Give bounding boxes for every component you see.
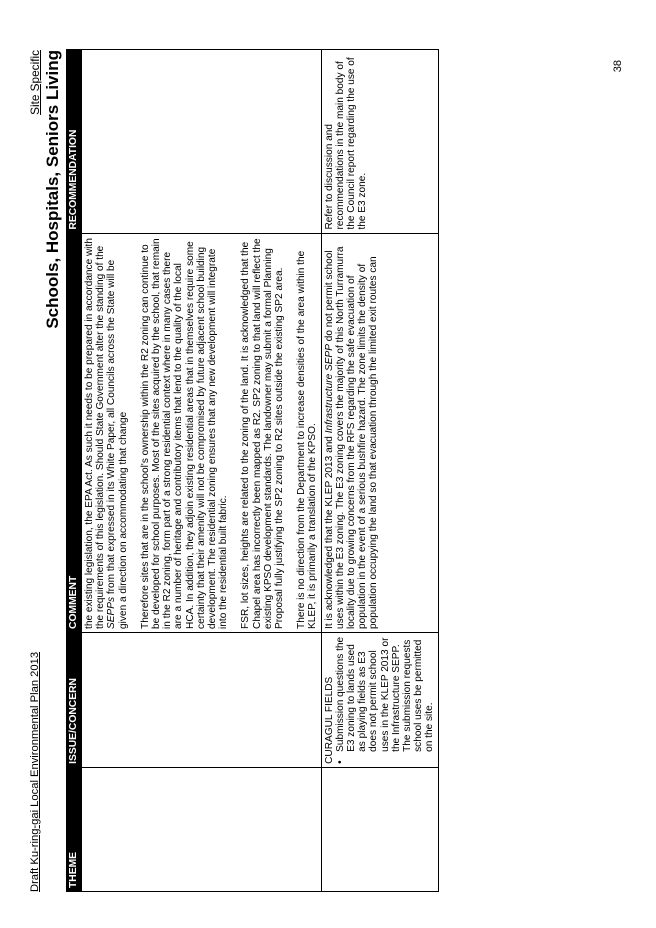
comment-text: It is acknowledged that the KLEP 2013 and — [323, 436, 335, 629]
page-number: 38 — [612, 60, 624, 73]
cell-theme — [82, 767, 322, 891]
comment-paragraph — [84, 237, 129, 629]
column-header-comment: COMMENT — [67, 233, 82, 632]
comment-paragraph: Therefore sites that are in the school's ownership within the R2 zoning can continue to be developed for school purposes. Most of the sites acquired by the school, that remain in the R2 zoning, form part of a strong residential context where in many cases there are a number of heritage and contributory items that lend to the quality of the local HCA. In addition, they adjoin existing residential areas that in themselves require some certainty that their amenity will not be compromised by future adjacent school building development. The residential zoning ensures that any new development will integrate into the residential built fabric. — [139, 238, 230, 629]
comment-text-italic: Infrastructure SEPP — [323, 344, 335, 434]
submissions-table — [66, 49, 439, 892]
issue-bullet-text: Submission questions the E3 zoning to lands used as playing fields as E3 does not permit school uses in the KLEP 2013 or the Infrastructure SEPP. The submission requests school uses be permitted on the site. — [334, 636, 436, 752]
comment-text-italic: SEPPs — [106, 596, 118, 629]
cell-comment — [82, 233, 322, 632]
comment-text: do not permit school uses within the E3 zoning. The E3 zoning covers the majority of this North Turramurra locality due to growing concerns from the RFS regarding the safe evacuation of population in the event of a serious bushfire hazard. The zone limits the density of population occupying the land so that evacuation through the limited exit routes can — [323, 246, 380, 629]
table-row — [321, 50, 438, 892]
comment-paragraph: There is no direction from the Department to increase densities of the area within the KLEP, it is primarily a translation of the KPSO. — [296, 250, 319, 629]
cell-recommendation — [82, 50, 322, 234]
issue-bullet-item — [335, 636, 436, 764]
table-header-row — [67, 50, 82, 892]
column-header-recommendation: RECOMMENDATION — [67, 50, 82, 234]
cell-recommendation: Refer to discussion and recommendations in the main body of the Council report regarding the use of the E3 zone. — [321, 50, 438, 234]
column-header-theme: THEME — [67, 767, 82, 891]
issue-heading: CURAGUL FIELDS — [323, 676, 335, 764]
document-title-text: Draft Ku-ring-gai Local Environmental Plan 2013 — [29, 651, 41, 892]
section-header — [28, 50, 63, 329]
comment-paragraph: FSR, lot sizes, heights are related to the zoning of the land. It is acknowledged that the Chapel area has incorrectly been mapped as R2. SP2 zoning to that land will reflect the existing KPSO development standards. The landowner may submit a formal Planning Proposal fully justifying the SP2 zoning to R2 sites outside the existing SP2 area. — [240, 238, 286, 629]
comment-text: the existing legislation, the EPA Act. As such it needs to be prepared in accordance with the requirements of this legislation. Should State Government alter the standing of the — [84, 238, 107, 629]
cell-comment — [321, 233, 438, 632]
section-title: Schools, Hospitals, Seniors Living — [43, 50, 62, 329]
table-row — [82, 50, 322, 892]
cell-theme — [321, 767, 438, 891]
document-title — [29, 652, 41, 892]
comment-text: from that expressed in its White Paper, all Councils across the State will be given a direction on accommodating that change — [106, 259, 129, 629]
bullet-icon: • — [334, 760, 346, 764]
cell-issue — [321, 632, 438, 767]
section-subtitle: Site Specific — [28, 50, 42, 115]
cell-issue — [82, 632, 322, 767]
column-header-issue: ISSUE/CONCERN — [67, 632, 82, 767]
